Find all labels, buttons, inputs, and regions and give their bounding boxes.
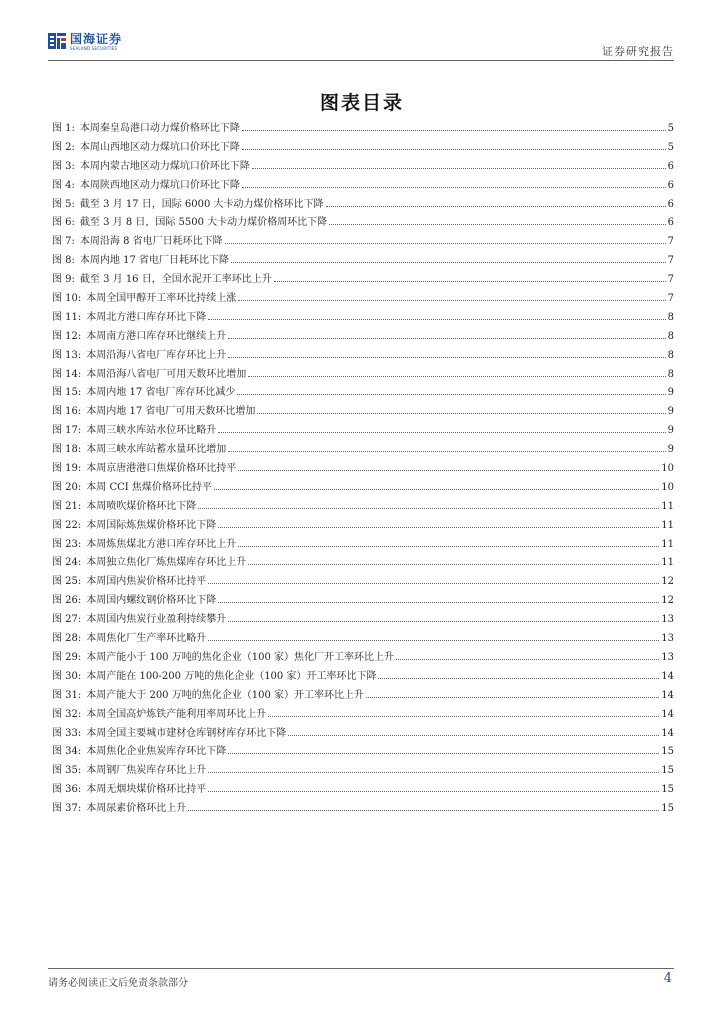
toc-entry[interactable] [52,120,674,139]
toc-dot-leader [208,639,659,641]
toc-figure-number: 图 13: [52,349,82,361]
toc-page-number: 11 [661,500,674,512]
toc-page-number: 6 [667,179,674,191]
toc-page-number: 11 [661,538,674,550]
toc-figure-number: 图 33: [52,727,82,739]
toc-figure-title: 本周全国甲醇开工率环比持续上涨 [86,293,237,305]
toc-figure-title: 本周产能大于 200 万吨的焦化企业（100 家）开工率环比上升 [86,689,364,701]
toc-page-number: 13 [661,651,674,663]
toc-page-number: 15 [661,746,674,758]
toc-dot-leader [218,601,659,603]
toc-dot-leader [198,507,659,509]
toc-figure-title: 截至 3 月 8 日，国际 5500 大卡动力煤价格周环比下降 [79,217,328,229]
toc-figure-title: 本周沿海八省电厂库存环比上升 [86,349,227,361]
toc-figure-number: 图 27: [52,614,82,626]
footer-divider [48,968,674,969]
toc-figure-number: 图 34: [52,746,82,758]
toc-entry[interactable] [52,252,674,271]
toc-figure-title: 本周沿海 8 省电厂日耗环比下降 [79,236,223,248]
toc-figure-number: 图 18: [52,444,82,456]
disclaimer-notice: 请务必阅读正文后免责条款部分 [48,978,188,989]
toc-dot-leader [378,677,659,679]
toc-entry[interactable] [52,271,674,290]
toc-figure-number: 图 5: [52,198,75,210]
toc-figure-title: 本周国内焦炭价格环比持平 [86,576,207,588]
toc-figure-title: 本周独立焦化厂炼焦煤库存环比上升 [86,557,247,569]
toc-figure-number: 图 25: [52,576,82,588]
toc-figure-title: 本周焦化企业焦炭库存环比下降 [86,746,227,758]
page-number: 4 [663,971,672,986]
toc-figure-number: 图 19: [52,463,82,475]
toc-entry[interactable] [52,781,674,800]
toc-figure-title: 本周三峡水库站水位环比略升 [86,425,217,437]
logo-chinese-name: 国海证券 [70,32,123,46]
toc-dot-leader [248,375,665,377]
toc-figure-title: 本周内地 17 省电厂日耗环比下降 [79,255,230,267]
toc-dot-leader [208,790,659,792]
toc-figure-title: 本周内地 17 省电厂库存环比减少 [86,387,236,399]
toc-page-number: 9 [667,425,674,437]
toc-entry[interactable] [52,668,674,687]
toc-page-number: 13 [661,614,674,626]
toc-page-number: 5 [667,123,674,134]
toc-figure-title: 本周秦皇岛港口动力煤价格环比下降 [79,123,240,134]
toc-entry[interactable] [52,573,674,592]
toc-figure-number: 图 31: [52,689,82,701]
toc-figure-number: 图 8: [52,255,75,267]
toc-figure-number: 图 22: [52,519,82,531]
toc-dot-leader [257,412,665,414]
toc-figure-number: 图 11: [52,311,82,323]
toc-dot-leader [326,205,666,207]
toc-entry[interactable] [52,743,674,762]
toc-entry[interactable] [52,309,674,328]
toc-figure-title: 截至 3 月 17 日，国际 6000 大卡动力煤价格环比下降 [79,198,324,210]
toc-dot-leader [238,469,659,471]
toc-page-number: 15 [661,784,674,796]
toc-figure-title: 本周 CCI 焦煤价格环比持平 [86,481,212,493]
toc-figure-title: 本周无烟块煤价格环比持平 [86,784,207,796]
toc-page-number: 14 [661,670,674,682]
toc-entry[interactable] [52,649,674,668]
logo-english-name: SEALAND SECURITIES [70,46,118,51]
toc-entry[interactable] [52,517,674,536]
header-divider [48,60,674,61]
toc-figure-number: 图 30: [52,670,82,682]
toc-figure-title: 本周国际炼焦煤价格环比下降 [86,519,217,531]
toc-entry[interactable] [52,611,674,630]
toc-figure-title: 本周产能小于 100 万吨的焦化企业（100 家）焦化厂开工率环比上升 [86,651,394,663]
toc-page-number: 9 [667,387,674,399]
toc-dot-leader [218,526,659,528]
toc-figure-number: 图 35: [52,765,82,777]
toc-figure-number: 图 15: [52,387,82,399]
toc-dot-leader [288,734,659,736]
toc-figure-title: 本周尿素价格环比上升 [86,803,187,815]
toc-figure-title: 本周内蒙古地区动力煤坑口价环比下降 [79,160,250,172]
toc-entry[interactable] [52,177,674,196]
toc-entry[interactable] [52,403,674,422]
toc-page-number: 6 [667,217,674,229]
logo-icon [48,32,66,50]
toc-figure-title: 本周三峡水库站蓄水量环比增加 [86,444,227,456]
toc-figure-title: 本周炼焦煤北方港口库存环比上升 [86,538,237,550]
toc-dot-leader [366,696,659,698]
toc-entry[interactable] [52,536,674,555]
page-header [48,28,674,60]
toc-entry[interactable] [52,384,674,403]
toc-dot-leader [218,431,665,433]
toc-figure-title: 本周南方港口库存环比继续上升 [86,330,227,342]
toc-page-number: 7 [667,274,674,286]
toc-figure-title: 本周国内焦炭行业盈利持续攀升 [86,614,227,626]
toc-entry[interactable] [52,479,674,498]
toc-dot-leader [242,186,666,188]
toc-figure-number: 图 26: [52,595,82,607]
toc-figure-number: 图 4: [52,179,75,191]
toc-dot-leader [238,299,665,301]
toc-page-number: 9 [667,444,674,456]
toc-page-number: 14 [661,708,674,720]
toc-page-number: 7 [667,293,674,305]
toc-page-number: 15 [661,803,674,815]
toc-entry[interactable] [52,800,674,819]
toc-figure-number: 图 6: [52,217,75,229]
toc-dot-leader [214,488,659,490]
toc-figure-number: 图 10: [52,293,82,305]
toc-entry[interactable] [52,214,674,233]
toc-page-number: 11 [661,519,674,531]
toc-page-number: 6 [667,160,674,172]
toc-dot-leader [228,356,665,358]
toc-dot-leader [188,809,659,811]
toc-figure-number: 图 14: [52,368,82,380]
toc-entry[interactable] [52,460,674,479]
toc-page-number: 12 [661,576,674,588]
toc-page-number: 11 [661,557,674,569]
toc-entry[interactable] [52,706,674,725]
toc-dot-leader [396,658,659,660]
toc-page-number: 8 [667,311,674,323]
toc-entry[interactable] [52,762,674,781]
toc-figure-title: 本周全国高炉炼铁产能利用率周环比上升 [86,708,267,720]
toc-dot-leader [242,148,666,150]
toc-entry[interactable] [52,554,674,573]
toc-entry[interactable] [52,592,674,611]
toc-dot-leader [228,450,665,452]
toc-page-number: 7 [667,236,674,248]
toc-entry[interactable] [52,366,674,385]
toc-page-number: 15 [661,765,674,777]
toc-entry[interactable] [52,441,674,460]
toc-page-number: 12 [661,595,674,607]
toc-figure-title: 本周北方港口库存环比下降 [86,311,207,323]
toc-figure-number: 图 23: [52,538,82,550]
toc-dot-leader [208,318,665,320]
toc-dot-leader [248,563,659,565]
toc-entry[interactable] [52,290,674,309]
toc-figure-number: 图 21: [52,500,82,512]
toc-figure-title: 本周喷吹煤价格环比下降 [86,500,197,512]
toc-dot-leader [329,223,665,225]
toc-page-number: 9 [667,406,674,418]
toc-figure-number: 图 20: [52,481,82,493]
toc-entry[interactable] [52,233,674,252]
toc-figure-title: 本周京唐港港口焦煤价格环比持平 [86,463,237,475]
toc-figure-title: 本周全国主要城市建材仓库钢材库存环比下降 [86,727,287,739]
toc-figure-number: 图 32: [52,708,82,720]
toc-page-number: 7 [667,255,674,267]
toc-page-number: 8 [667,368,674,380]
toc-figure-title: 本周沿海八省电厂可用天数环比增加 [86,368,247,380]
toc-entry[interactable] [52,687,674,706]
toc-figure-number: 图 28: [52,633,82,645]
toc-dot-leader [268,715,659,717]
toc-figure-number: 图 16: [52,406,82,418]
toc-page-number: 13 [661,633,674,645]
toc-figure-number: 图 7: [52,236,75,248]
toc-figure-number: 图 1: [52,123,75,134]
toc-page-number: 14 [661,727,674,739]
toc-figure-title: 本周钢厂焦炭库存环比上升 [86,765,207,777]
company-logo [48,32,122,52]
toc-page-number: 8 [667,330,674,342]
toc-dot-leader [228,752,659,754]
toc-figure-title: 本周陕西地区动力煤坑口价环比下降 [79,179,240,191]
toc-entry[interactable] [52,196,674,215]
toc-figure-title: 本周国内螺纹钢价格环比下降 [86,595,217,607]
toc-entry[interactable] [52,139,674,158]
toc-page-number: 8 [667,349,674,361]
toc-figure-title: 截至 3 月 16 日，全国水泥开工率环比上升 [79,274,272,286]
toc-dot-leader [225,242,666,244]
toc-dot-leader [228,620,659,622]
toc-figure-title: 本周内地 17 省电厂可用天数环比增加 [86,406,256,418]
toc-dot-leader [208,582,659,584]
figure-table-of-contents [52,120,674,819]
page-title: 图表目录 [319,92,404,114]
toc-page-number: 14 [661,689,674,701]
toc-entry[interactable] [52,630,674,649]
toc-figure-title: 本周焦化厂生产率环比略升 [86,633,207,645]
toc-figure-number: 图 37: [52,803,82,815]
toc-entry[interactable] [52,328,674,347]
toc-figure-title: 本周山西地区动力煤坑口价环比下降 [79,141,240,153]
toc-page-number: 6 [667,198,674,210]
toc-entry[interactable] [52,422,674,441]
toc-entry[interactable] [52,725,674,744]
toc-entry[interactable] [52,158,674,177]
toc-dot-leader [228,337,665,339]
toc-dot-leader [242,129,666,131]
report-type-label: 证券研究报告 [602,45,674,58]
toc-figure-number: 图 36: [52,784,82,796]
toc-figure-title: 本周产能在 100-200 万吨的焦化企业（100 家）开工率环比下降 [86,670,377,682]
toc-figure-number: 图 2: [52,141,75,153]
toc-page-number: 10 [661,481,674,493]
toc-figure-number: 图 29: [52,651,82,663]
toc-figure-number: 图 17: [52,425,82,437]
toc-dot-leader [231,261,666,263]
toc-figure-number: 图 9: [52,274,75,286]
toc-page-number: 10 [661,463,674,475]
toc-figure-number: 图 24: [52,557,82,569]
toc-dot-leader [208,771,659,773]
toc-figure-number: 图 3: [52,160,75,172]
toc-dot-leader [237,393,665,395]
toc-entry[interactable] [52,347,674,366]
toc-entry[interactable] [52,498,674,517]
toc-figure-number: 图 12: [52,330,82,342]
toc-page-number: 5 [667,141,674,153]
toc-dot-leader [274,280,666,282]
toc-dot-leader [252,167,666,169]
toc-dot-leader [238,545,659,547]
